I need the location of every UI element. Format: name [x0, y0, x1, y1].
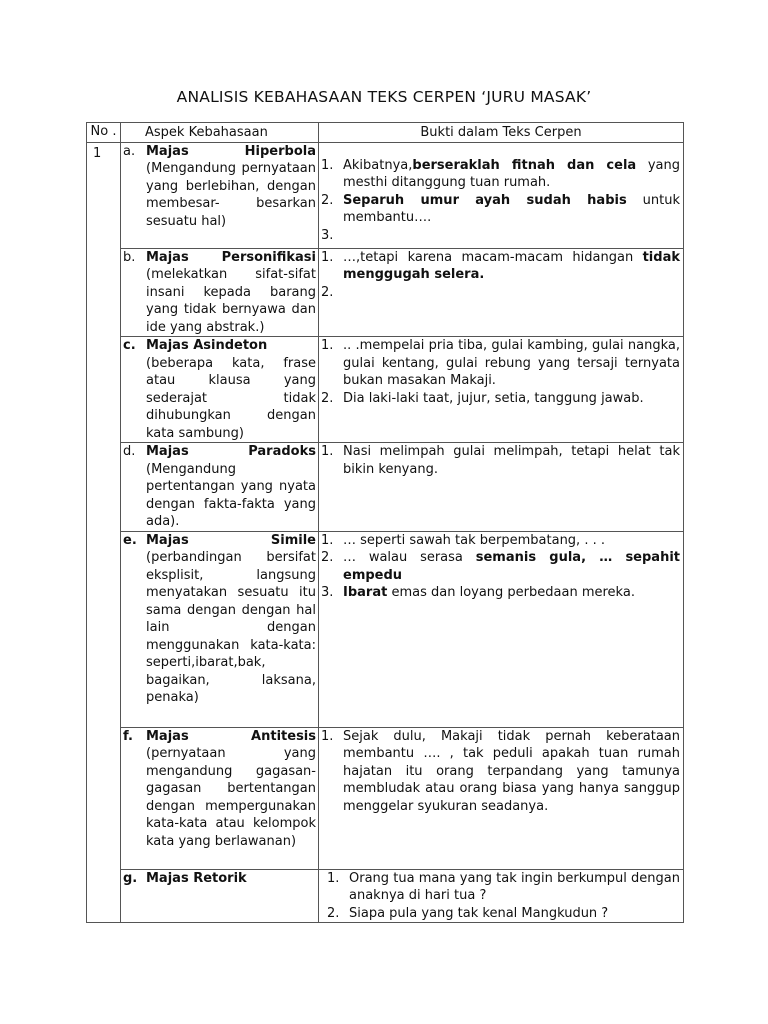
aspect-body: [146, 249, 316, 337]
evidence-number: 1.: [327, 870, 340, 886]
evidence-item: [319, 227, 683, 245]
evidence-text: [343, 337, 683, 390]
evidence-text-plain: Siapa pula yang tak kenal Mangkudun ?: [349, 905, 609, 921]
aspect-name-type: Antitesis: [251, 728, 316, 744]
evidence-number: 2.: [321, 550, 334, 565]
aspect-name-majas: Majas: [146, 249, 189, 265]
evidence-number: 2.: [321, 192, 334, 208]
evidence-text-bold: semanis gula, … sepahit empedu: [343, 550, 681, 583]
evidence-text: [349, 905, 683, 923]
evidence-list: [319, 532, 683, 602]
evidence-text-plain: … seperti sawah tak berpembatang, . . .: [343, 532, 605, 548]
evidence-list: [319, 337, 683, 407]
aspect-name-majas: Majas: [146, 444, 189, 459]
aspect-block: [121, 728, 318, 851]
table-row: [87, 142, 684, 248]
aspect-body: [146, 337, 316, 442]
evidence-item: [319, 549, 683, 584]
evidence-text-plain: Akibatnya,: [343, 157, 413, 173]
aspect-description: (melekatkan sifat-sifat insani kepada barang yang tidak bernyawa dan ide yang abstrak.): [146, 267, 316, 335]
evidence-text: [343, 728, 683, 816]
aspect-name-type: Paradoks: [248, 444, 316, 459]
aspect-cell: [121, 869, 319, 923]
aspect-block: [121, 870, 318, 888]
evidence-number: 1.: [321, 249, 334, 265]
aspect-block: [121, 249, 318, 337]
evidence-number: 2.: [321, 284, 334, 300]
aspect-letter: e.: [123, 532, 137, 548]
evidence-item: [319, 192, 683, 227]
evidence-text-bold: berseraklah fitnah dan cela: [412, 157, 637, 173]
analysis-table: [86, 122, 684, 923]
aspect-name: [146, 143, 316, 161]
evidence-text: [343, 284, 683, 302]
evidence-text: [343, 532, 683, 550]
aspect-name-majas: Majas: [146, 143, 189, 159]
aspect-cell: [121, 142, 319, 248]
aspect-block: [121, 443, 318, 531]
aspect-description: (beberapa kata, frase atau klausa yang sederajat tidak dihubungkan dengan kata sambung): [146, 355, 316, 441]
evidence-text: [343, 227, 683, 245]
evidence-item: [319, 284, 683, 302]
aspect-description: (Mengandung pernyataan yang berlebihan, dengan membesar- besarkan sesuatu hal): [146, 161, 316, 229]
aspect-body: [146, 443, 316, 531]
row-number: 1: [87, 142, 121, 923]
evidence-text: [343, 584, 683, 602]
evidence-text: [343, 390, 683, 408]
evidence-number: 3.: [321, 585, 334, 600]
aspect-name-type: Hiperbola: [244, 143, 316, 159]
table-row: [87, 443, 684, 532]
evidence-cell: [319, 443, 684, 532]
aspect-cell: [121, 337, 319, 443]
table-row: [87, 248, 684, 337]
evidence-item: [319, 443, 683, 478]
evidence-list: [319, 443, 683, 478]
evidence-text-plain: Sejak dulu, Makaji tidak pernah keberataan membantu …. , tak peduli apakah tuan rumah hajatan itu orang terpandang yang tamunya membludak atau orang biasa yang hanya sanggup menggelar syukuran seadanya.: [343, 728, 680, 814]
evidence-number: 2.: [321, 390, 334, 406]
evidence-number: 1.: [321, 157, 334, 173]
evidence-number: 3.: [321, 227, 334, 243]
aspect-name: [146, 443, 316, 461]
evidence-number: 1.: [321, 728, 334, 744]
evidence-item: [319, 870, 683, 905]
aspect-name: [146, 870, 316, 888]
evidence-cell: [319, 869, 684, 923]
aspect-body: [146, 728, 316, 851]
evidence-text-bold: Ibarat: [343, 585, 388, 600]
evidence-text-plain: Orang tua mana yang tak ingin berkumpul dengan anaknya di hari tua ?: [349, 870, 680, 903]
aspect-body: [146, 870, 316, 888]
evidence-item: [319, 249, 683, 284]
aspect-name-type: Personifikasi: [221, 249, 316, 265]
aspect-block: [121, 532, 318, 707]
evidence-text-plain: Nasi melimpah gulai melimpah, tetapi helat tak bikin kenyang.: [343, 444, 680, 477]
aspect-name: [146, 337, 316, 355]
header-no: No .: [87, 123, 121, 143]
aspect-letter: b.: [123, 249, 136, 265]
aspect-description: (pernyataan yang mengandung gagasan-gagasan bertentangan dengan mempergunakan kata-kata atau kelompok kata yang berlawanan): [146, 746, 316, 849]
evidence-text-plain: Dia laki-laki taat, jujur, setia, tanggung jawab.: [343, 390, 644, 406]
aspect-name-majas: Majas: [146, 728, 189, 744]
aspect-description: (Mengandung pertentangan yang nyata dengan fakta-fakta yang ada).: [146, 461, 316, 529]
evidence-item: [319, 905, 683, 923]
aspect-name-majas: Majas Retorik: [146, 870, 247, 886]
evidence-text-bold: Separuh umur ayah sudah habis: [343, 192, 627, 208]
evidence-text: [343, 443, 683, 478]
evidence-text-plain: yang mesthi ditanggung tuan rumah.: [343, 157, 680, 190]
table-body: [87, 142, 684, 923]
evidence-text-plain: … walau serasa: [343, 550, 476, 565]
aspect-body: [146, 143, 316, 231]
evidence-cell: [319, 248, 684, 337]
evidence-number: 1.: [321, 338, 334, 353]
evidence-number: 1.: [321, 444, 334, 459]
evidence-item: [319, 532, 683, 550]
evidence-list: [319, 157, 683, 245]
aspect-block: [121, 337, 318, 442]
evidence-item: [319, 390, 683, 408]
table-header-row: [87, 123, 684, 143]
evidence-list: [319, 870, 683, 923]
evidence-list: [319, 249, 683, 302]
evidence-item: [319, 337, 683, 390]
aspect-body: [146, 532, 316, 707]
aspect-cell: [121, 727, 319, 869]
header-aspek: Aspek Kebahasaan: [121, 123, 319, 143]
aspect-letter: g.: [123, 870, 138, 886]
evidence-item: [319, 584, 683, 602]
aspect-letter: d.: [123, 444, 136, 459]
table-row: [87, 531, 684, 727]
evidence-item: [319, 728, 683, 816]
evidence-list: [319, 728, 683, 816]
evidence-cell: [319, 531, 684, 727]
aspect-name: [146, 728, 316, 746]
evidence-cell: [319, 337, 684, 443]
aspect-block: [121, 143, 318, 231]
document-title: ANALISIS KEBAHASAAN TEKS CERPEN ‘JURU MASAK’: [176, 88, 592, 106]
aspect-name-type: Simile: [270, 532, 316, 548]
evidence-cell: [319, 727, 684, 869]
aspect-name-majas: Majas: [146, 532, 189, 548]
aspect-letter: a.: [123, 143, 136, 159]
table-row: [87, 869, 684, 923]
evidence-text: [349, 870, 683, 905]
aspect-letter: c.: [123, 338, 136, 353]
evidence-text: [343, 549, 683, 584]
evidence-text-plain: …,tetapi karena macam-macam hidangan: [343, 249, 643, 265]
header-bukti: Bukti dalam Teks Cerpen: [319, 123, 684, 143]
evidence-text-plain: untuk membantu….: [343, 192, 680, 225]
evidence-text: [343, 249, 683, 284]
evidence-number: 2.: [327, 905, 340, 921]
aspect-cell: [121, 248, 319, 337]
aspect-letter: f.: [123, 728, 133, 744]
table-row: [87, 337, 684, 443]
evidence-number: 1.: [321, 532, 334, 548]
evidence-text: [343, 157, 683, 192]
aspect-cell: [121, 531, 319, 727]
aspect-name: [146, 532, 316, 550]
evidence-text: [343, 192, 683, 227]
evidence-text-bold: tidak menggugah selera.: [343, 249, 680, 282]
evidence-text-plain: emas dan loyang perbedaan mereka.: [387, 585, 635, 600]
aspect-name-majas: Majas Asindeton: [146, 338, 268, 353]
evidence-item: [319, 157, 683, 192]
aspect-cell: [121, 443, 319, 532]
aspect-description: (perbandingan bersifat eksplisit, langsung menyatakan sesuatu itu sama dengan dengan hal lain dengan menggunakan kata-kata: seperti,ibarat,bak, bagaikan, laksana, penaka): [146, 550, 316, 705]
evidence-text-plain: .. .mempelai pria tiba, gulai kambing, gulai nangka, gulai kentang, gulai rebung yang tersaji ternyata bukan masakan Makaji.: [343, 338, 680, 388]
evidence-cell: [319, 142, 684, 248]
table-row: [87, 727, 684, 869]
aspect-name: [146, 249, 316, 267]
